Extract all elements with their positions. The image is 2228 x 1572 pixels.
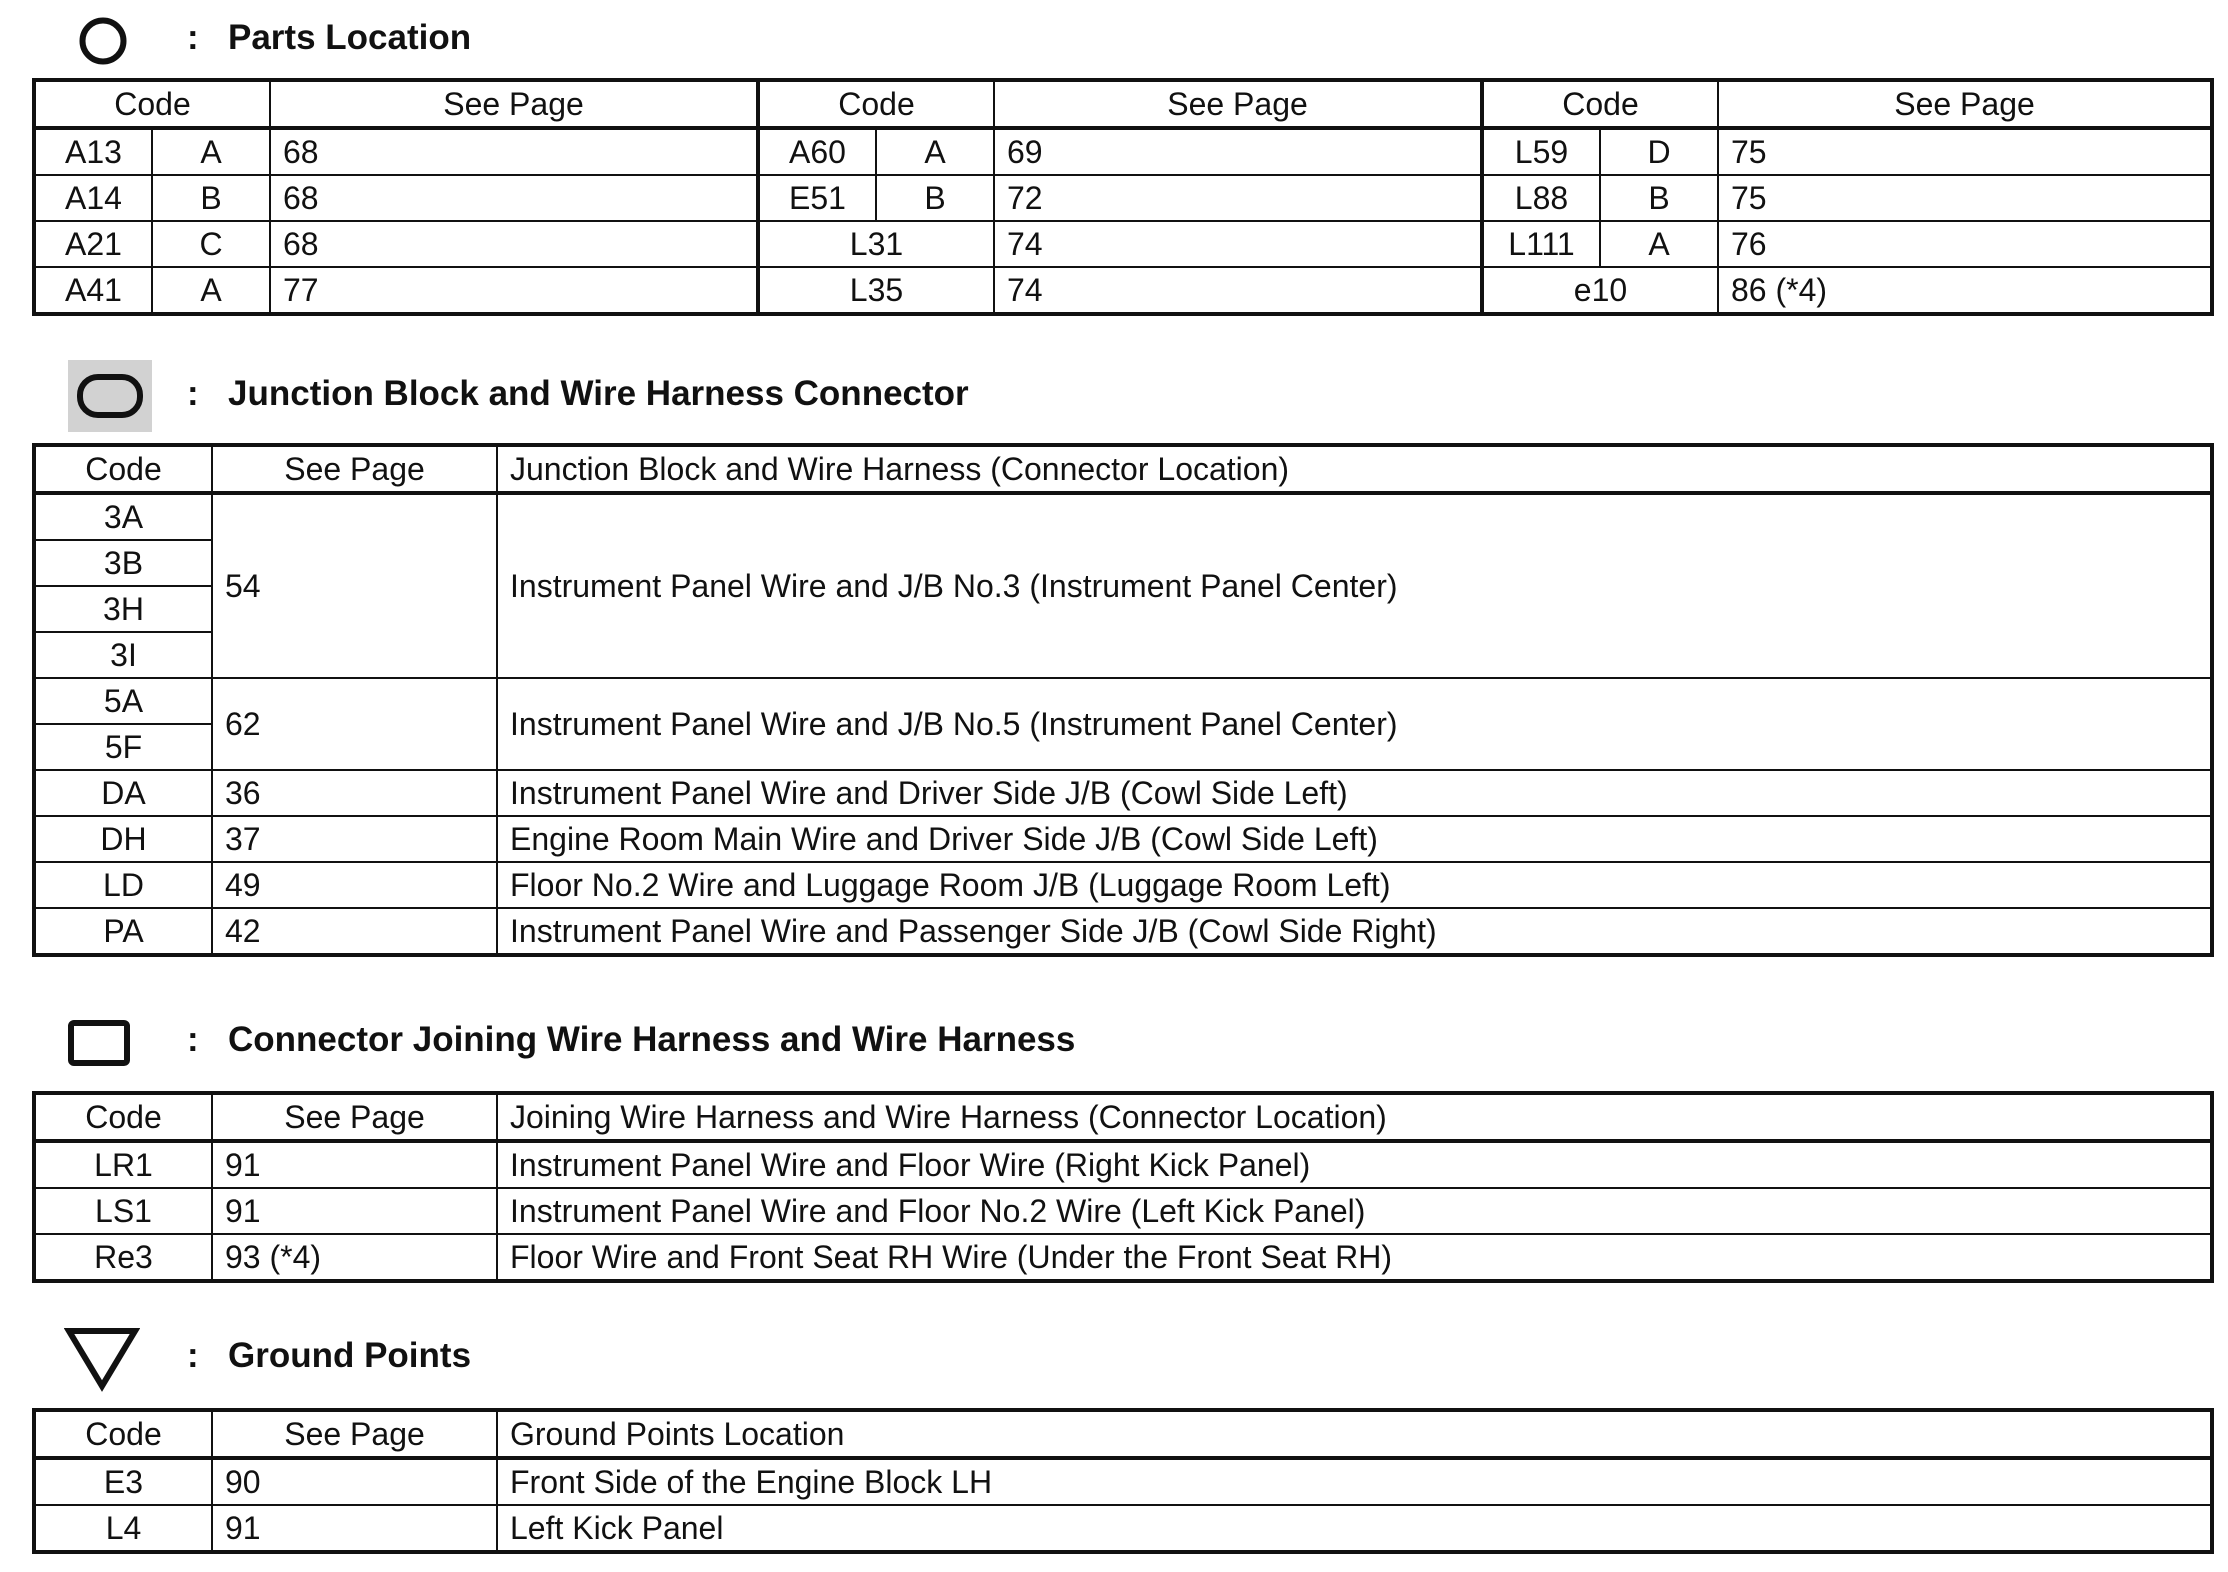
ground-see-page: 90: [212, 1458, 497, 1505]
part-code: A21: [34, 221, 152, 267]
part-code: A13: [34, 128, 152, 175]
joining-code: LS1: [34, 1188, 212, 1234]
junction-location: Instrument Panel Wire and Passenger Side J/B (Cowl Side Right): [497, 908, 2212, 955]
header-see-page: See Page: [212, 1410, 497, 1458]
table-row: [34, 678, 2212, 724]
junction-code: 3B: [34, 540, 212, 586]
triangle-down-icon: [64, 1326, 140, 1392]
part-code: A14: [34, 175, 152, 221]
part-code: L35: [758, 267, 994, 314]
joining-see-page: 91: [212, 1141, 497, 1188]
junction-block-heading: [0, 350, 2228, 430]
header-code: Code: [758, 80, 994, 128]
junction-code: 3H: [34, 586, 212, 632]
part-see-page: 72: [994, 175, 1482, 221]
ground-points-table: [32, 1408, 2214, 1554]
joining-location: Instrument Panel Wire and Floor Wire (Right Kick Panel): [497, 1141, 2212, 1188]
part-code: L59: [1482, 128, 1600, 175]
header-code: Code: [34, 1093, 212, 1141]
table-row: [34, 1234, 2212, 1281]
table-row: [34, 816, 2212, 862]
junction-see-page: 54: [212, 493, 497, 678]
table-row: [34, 267, 2212, 314]
header-see-page: See Page: [1718, 80, 2212, 128]
header-see-page: See Page: [270, 80, 758, 128]
part-see-page: 74: [994, 267, 1482, 314]
header-location: Junction Block and Wire Harness (Connector Location): [497, 445, 2212, 493]
table-row: [34, 1458, 2212, 1505]
header-code: Code: [34, 445, 212, 493]
header-see-page: See Page: [994, 80, 1482, 128]
joining-see-page: 91: [212, 1188, 497, 1234]
circle-icon: [78, 16, 128, 66]
ground-see-page: 91: [212, 1505, 497, 1552]
part-see-page: 75: [1718, 175, 2212, 221]
header-location: Ground Points Location: [497, 1410, 2212, 1458]
part-code: L88: [1482, 175, 1600, 221]
table-row: [34, 221, 2212, 267]
junction-block-table: [32, 443, 2214, 957]
ground-location: Front Side of the Engine Block LH: [497, 1458, 2212, 1505]
part-code: E51: [758, 175, 876, 221]
table-row: [34, 128, 2212, 175]
junction-see-page: 36: [212, 770, 497, 816]
part-see-page: 68: [270, 221, 758, 267]
table-row: [34, 1188, 2212, 1234]
heading-colon: :: [187, 374, 199, 413]
part-see-page: 86 (*4): [1718, 267, 2212, 314]
part-sub-code: C: [152, 221, 270, 267]
joining-location: Floor Wire and Front Seat RH Wire (Under the Front Seat RH): [497, 1234, 2212, 1281]
part-sub-code: B: [876, 175, 994, 221]
table-row: [34, 1141, 2212, 1188]
junction-code: DA: [34, 770, 212, 816]
part-sub-code: A: [152, 128, 270, 175]
junction-code: 5A: [34, 678, 212, 724]
ground-location: Left Kick Panel: [497, 1505, 2212, 1552]
table-header-row: [34, 1093, 2212, 1141]
part-code: A60: [758, 128, 876, 175]
part-sub-code: B: [152, 175, 270, 221]
section-title: Junction Block and Wire Harness Connector: [228, 374, 969, 413]
junction-code: DH: [34, 816, 212, 862]
part-code: L31: [758, 221, 994, 267]
part-see-page: 74: [994, 221, 1482, 267]
joining-location: Instrument Panel Wire and Floor No.2 Wire (Left Kick Panel): [497, 1188, 2212, 1234]
junction-location: Engine Room Main Wire and Driver Side J/B (Cowl Side Left): [497, 816, 2212, 862]
table-row: [34, 175, 2212, 221]
joining-code: Re3: [34, 1234, 212, 1281]
heading-colon: :: [187, 18, 199, 57]
junction-location: Floor No.2 Wire and Luggage Room J/B (Luggage Room Left): [497, 862, 2212, 908]
junction-code: 3I: [34, 632, 212, 678]
rectangle-icon: [68, 1020, 130, 1066]
part-see-page: 75: [1718, 128, 2212, 175]
connector-joining-heading: [0, 1000, 2228, 1080]
junction-location: Instrument Panel Wire and J/B No.3 (Instrument Panel Center): [497, 493, 2212, 678]
rounded-rectangle-icon: [68, 360, 152, 432]
part-sub-code: D: [1600, 128, 1718, 175]
junction-code: LD: [34, 862, 212, 908]
part-sub-code: A: [876, 128, 994, 175]
table-row: [34, 493, 2212, 540]
part-code: e10: [1482, 267, 1718, 314]
table-row: [34, 908, 2212, 955]
part-see-page: 76: [1718, 221, 2212, 267]
ground-code: E3: [34, 1458, 212, 1505]
junction-code: PA: [34, 908, 212, 955]
junction-see-page: 42: [212, 908, 497, 955]
ground-code: L4: [34, 1505, 212, 1552]
junction-code: 5F: [34, 724, 212, 770]
part-see-page: 68: [270, 175, 758, 221]
junction-location: Instrument Panel Wire and J/B No.5 (Instrument Panel Center): [497, 678, 2212, 770]
part-see-page: 77: [270, 267, 758, 314]
header-code: Code: [34, 1410, 212, 1458]
header-code: Code: [1482, 80, 1718, 128]
junction-see-page: 62: [212, 678, 497, 770]
part-sub-code: A: [152, 267, 270, 314]
table-header-row: [34, 445, 2212, 493]
table-row: [34, 770, 2212, 816]
table-row: [34, 1505, 2212, 1552]
parts-location-table: [32, 78, 2214, 316]
section-title: Connector Joining Wire Harness and Wire Harness: [228, 1020, 1076, 1059]
junction-location: Instrument Panel Wire and Driver Side J/B (Cowl Side Left): [497, 770, 2212, 816]
junction-see-page: 49: [212, 862, 497, 908]
junction-see-page: 37: [212, 816, 497, 862]
joining-see-page: 93 (*4): [212, 1234, 497, 1281]
parts-location-heading: [0, 0, 2228, 80]
ground-points-heading: [0, 1320, 2228, 1400]
part-sub-code: B: [1600, 175, 1718, 221]
part-code: L111: [1482, 221, 1600, 267]
table-row: [34, 862, 2212, 908]
table-header-row: [34, 80, 2212, 128]
header-see-page: See Page: [212, 445, 497, 493]
heading-colon: :: [187, 1336, 199, 1375]
part-code: A41: [34, 267, 152, 314]
header-see-page: See Page: [212, 1093, 497, 1141]
header-location: Joining Wire Harness and Wire Harness (Connector Location): [497, 1093, 2212, 1141]
heading-colon: :: [187, 1020, 199, 1059]
part-sub-code: A: [1600, 221, 1718, 267]
header-code: Code: [34, 80, 270, 128]
part-see-page: 69: [994, 128, 1482, 175]
section-title: Ground Points: [228, 1336, 472, 1375]
junction-code: 3A: [34, 493, 212, 540]
section-title: Parts Location: [228, 18, 472, 57]
joining-code: LR1: [34, 1141, 212, 1188]
connector-joining-table: [32, 1091, 2214, 1283]
table-header-row: [34, 1410, 2212, 1458]
part-see-page: 68: [270, 128, 758, 175]
